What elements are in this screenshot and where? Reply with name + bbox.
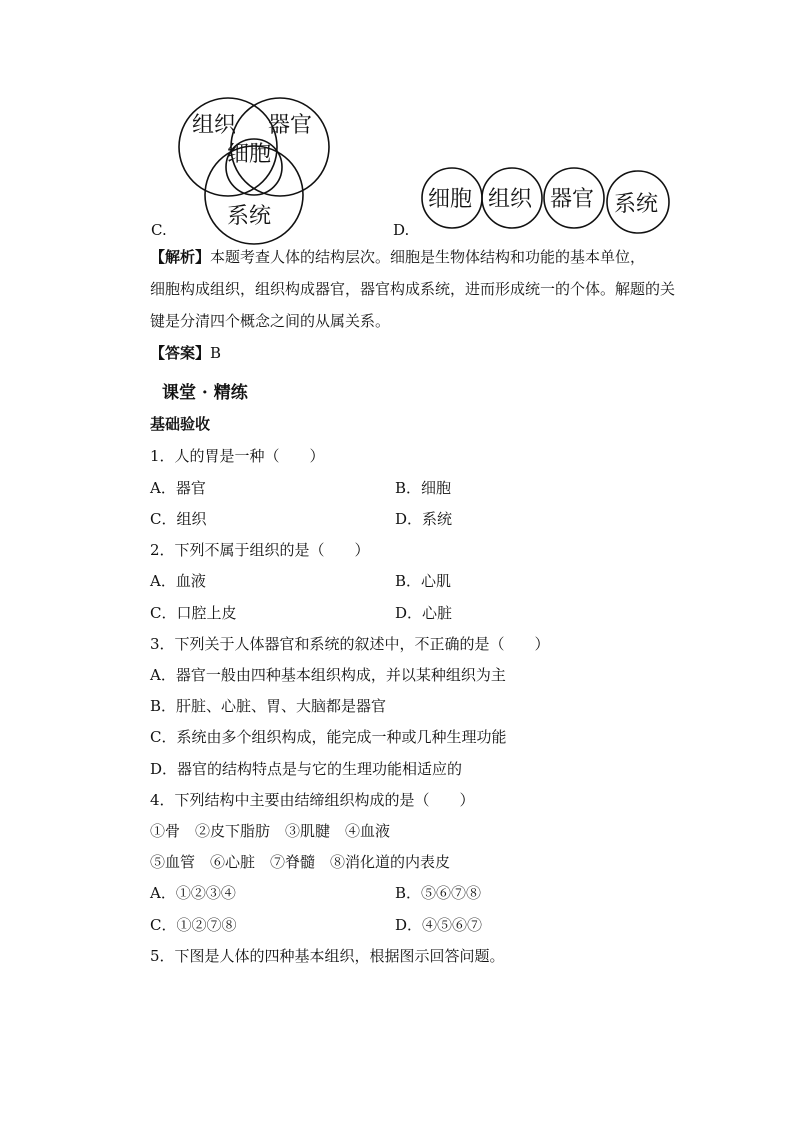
question-3-option-a: A．器官一般由四种基本组织构成，并以某种组织为主: [150, 666, 506, 684]
analysis-text-1: 本题考查人体的结构层次。细胞是生物体结构和功能的基本单位，: [210, 248, 646, 266]
question-3-stem: 3．下列关于人体器官和系统的叙述中，不正确的是（ ）: [150, 635, 550, 653]
question-3-option-b: B．肝脏、心脏、胃、大脑都是器官: [150, 697, 387, 715]
subsection-title: 基础验收: [150, 415, 211, 433]
diagram-c-venn: [170, 95, 340, 245]
question-4-option-c: C．①②⑦⑧: [150, 916, 237, 934]
chain-label-system: 系统: [614, 192, 659, 217]
section-title: 课堂 · 精练: [162, 383, 248, 403]
venn-label-cell: 细胞: [227, 142, 272, 167]
chain-label-cell: 细胞: [428, 187, 473, 212]
answer-line: [150, 343, 221, 363]
question-1-option-a: A．器官: [150, 479, 206, 497]
analysis-tag: 【解析】: [150, 248, 211, 266]
question-2-stem: 2．下列不属于组织的是（ ）: [150, 541, 370, 559]
answer-value: B: [210, 344, 222, 362]
analysis-line-2: 细胞构成组织，组织构成器官，器官构成系统，进而形成统一的个体。解题的关: [150, 280, 676, 298]
option-c-label: C.: [151, 221, 167, 239]
chain-label-organ: 器官: [550, 187, 595, 212]
question-4-stem: 4．下列结构中主要由结缔组织构成的是（ ）: [150, 791, 475, 809]
question-1-option-c: C．组织: [150, 510, 207, 528]
question-2-option-c: C．口腔上皮: [150, 604, 237, 622]
answer-tag: 【答案】: [150, 344, 211, 362]
chain-label-tissue: 组织: [488, 187, 533, 212]
question-3-option-d: D．器官的结构特点是与它的生理功能相适应的: [150, 760, 463, 778]
diagram-d-chain: [418, 166, 674, 236]
question-1-stem: 1．人的胃是一种（ ）: [150, 447, 325, 465]
question-4-items-line-2: ⑤血管 ⑥心脏 ⑦脊髓 ⑧消化道的内表皮: [150, 853, 451, 871]
analysis-line-1: [150, 247, 645, 267]
question-2-option-d: D．心脏: [395, 604, 453, 622]
analysis-line-3: 键是分清四个概念之间的从属关系。: [150, 312, 391, 330]
question-4-option-a: A．①②③④: [150, 884, 236, 902]
question-2-option-b: B．心肌: [395, 572, 452, 590]
question-1-option-b: B．细胞: [395, 479, 452, 497]
question-4-items-line-1: ①骨 ②皮下脂肪 ③肌腱 ④血液: [150, 822, 391, 840]
question-5-stem: 5．下图是人体的四种基本组织，根据图示回答问题。: [150, 947, 505, 965]
option-d-label: D.: [393, 221, 410, 239]
venn-label-system: 系统: [227, 204, 272, 229]
question-2-option-a: A．血液: [150, 572, 206, 590]
venn-label-tissue: 组织: [192, 113, 237, 138]
question-1-option-d: D．系统: [395, 510, 453, 528]
question-4-option-b: B．⑤⑥⑦⑧: [395, 884, 482, 902]
venn-label-organ: 器官: [268, 113, 313, 138]
question-4-option-d: D．④⑤⑥⑦: [395, 916, 483, 934]
question-3-option-c: C．系统由多个组织构成，能完成一种或几种生理功能: [150, 728, 507, 746]
